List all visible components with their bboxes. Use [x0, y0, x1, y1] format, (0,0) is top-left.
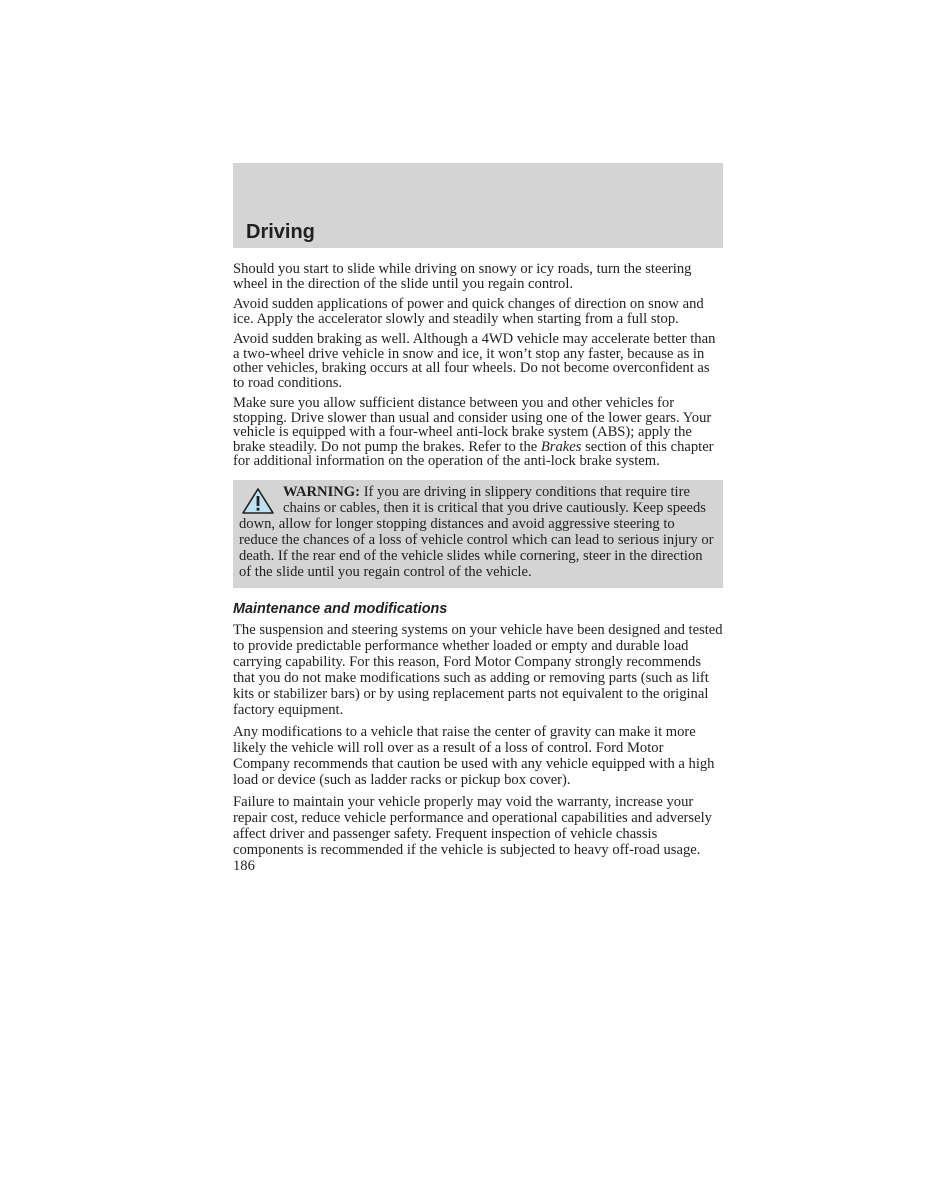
brakes-section-reference: Brakes — [540, 438, 582, 455]
warning-body: If you are driving in slippery conditions that require tire chains or cables, then it is critical that you drive cautiously. Keep speeds down, allow for longer stopping distances and avoid aggressive steering to reduce the chances of a loss of vehicle control which can lead to serious injury or death. If the rear end of the vehicle slides while cornering, steer in the direction of the slide until you regain control of the vehicle. — [239, 483, 714, 580]
warning-label: WARNING: — [283, 483, 361, 500]
paragraph-stopping-distance — [233, 396, 723, 469]
paragraph-center-of-gravity: Any modifications to a vehicle that raise the center of gravity can make it more likely the vehicle will roll over as a result of a loss of control. Ford Motor Company recommends that caution be used with any vehicle equipped with a high load or device (such as ladder racks or pickup box cover). — [233, 723, 715, 788]
paragraph-slide-control: Should you start to slide while driving on snowy or icy roads, turn the steering wheel in the direction of the slide until you regain control. — [233, 261, 692, 292]
paragraph-sudden-braking: Avoid sudden braking as well. Although a 4WD vehicle may accelerate better than a two-wheel drive vehicle in snow and ice, it won’t stop any faster, because as in other vehicles, braking occurs at all four wheels. Do not become overconfident as to road conditions. — [233, 331, 716, 391]
warning-triangle-icon — [241, 487, 275, 515]
chapter-header-band — [233, 163, 723, 248]
warning-box — [233, 480, 723, 588]
chapter-title: Driving — [246, 221, 315, 243]
stopping-text-before: Make sure you allow sufficient distance between you and other vehicles for stopping. Drive slower than usual and consider using one of the lower gears. Your vehicle is equipped with a four-wheel anti-lock brake system (ABS); apply the brake steadily. Do not pump the brakes. Refer to the — [233, 395, 712, 455]
maintenance-heading: Maintenance and modifications — [233, 600, 448, 617]
paragraph-maintain-vehicle: Failure to maintain your vehicle properly may void the warranty, increase your repair cost, reduce vehicle performance and operational capabilities and adversely affect driver and passenger safety. Frequent inspection of vehicle chassis components is recommended if the vehicle is subjected to heavy off-road usage. — [233, 793, 712, 858]
page-number: 186 — [233, 857, 255, 874]
page-content — [233, 262, 723, 874]
paragraph-snow-ice-power: Avoid sudden applications of power and quick changes of direction on snow and ice. Apply the accelerator slowly and steadily when starting from a full stop. — [233, 296, 704, 327]
paragraph-suspension-design: The suspension and steering systems on your vehicle have been designed and tested to provide predictable performance whether loaded or empty and durable load carrying capability. For this reason, Ford Motor Company strongly recommends that you do not make modifications such as adding or removing parts (such as lift kits or stabilizer bars) or by using replacement parts not equivalent to the original factory equipment. — [233, 621, 723, 718]
stopping-text-after: section of this chapter for additional information on the operation of the anti-lock brake system. — [233, 438, 714, 469]
warning-text — [239, 484, 715, 580]
